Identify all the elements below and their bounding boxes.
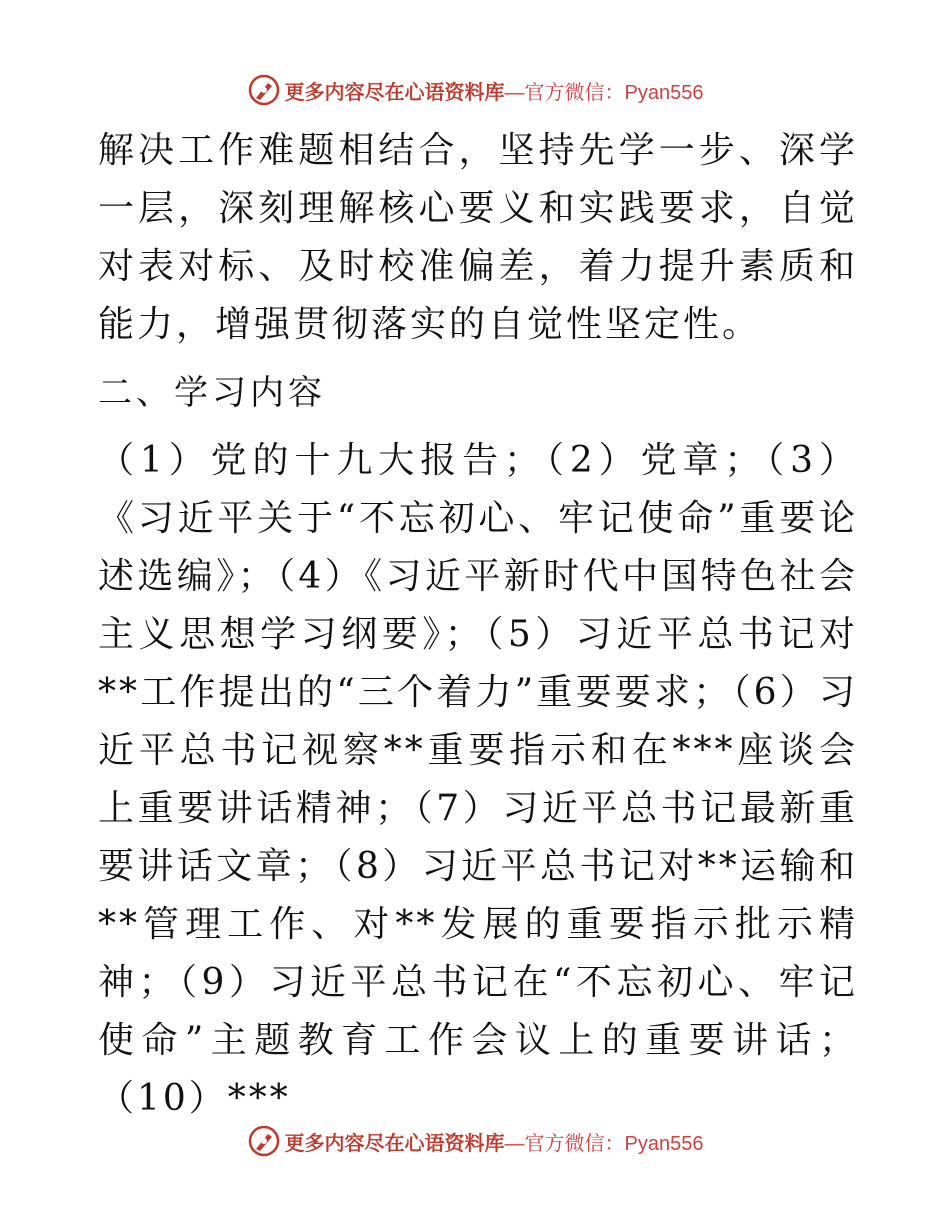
paragraph-1: 解决工作难题相结合，坚持先学一步、深学一层，深刻理解核心要义和实践要求，自觉对表对标、及时校准偏差，着力提升素质和能力，增强贯彻落实的自觉性坚定性。 [98, 130, 858, 345]
watermark-sub-text: —官方微信：Pyan556 [504, 1132, 704, 1155]
watermark-sub-text: —官方微信：Pyan556 [504, 81, 704, 104]
section-heading: 二、学习内容 [98, 373, 326, 413]
pen-logo-icon [247, 1124, 281, 1158]
header-watermark [0, 73, 950, 107]
footer-watermark [0, 1124, 950, 1158]
watermark-main-text: 更多内容尽在心语资料库 [284, 1130, 505, 1155]
watermark-main-text: 更多内容尽在心语资料库 [284, 79, 505, 104]
pen-logo-icon [247, 73, 281, 107]
paragraph-2: （1）党的十九大报告；（2）党章；（3）《习近平关于“不忘初心、牢记使命”重要论述选编》；（4）《习近平新时代中国特色社会主义思想学习纲要》；（5）习近平总书记对**工作提出的“三个着力”重要要求；（6）习近平总书记视察**重要指示和在***座谈会上重要讲话精神；（7）习近平总书记最新重要讲话文章；（8）习近平总书记对**运输和**管理工作、对**发展的重要指示批示精神；（9）习近平总书记在“不忘初心、牢记使命”主题教育工作会议上的重要讲话；（10）*** [98, 440, 858, 1119]
document-body [98, 122, 858, 1128]
